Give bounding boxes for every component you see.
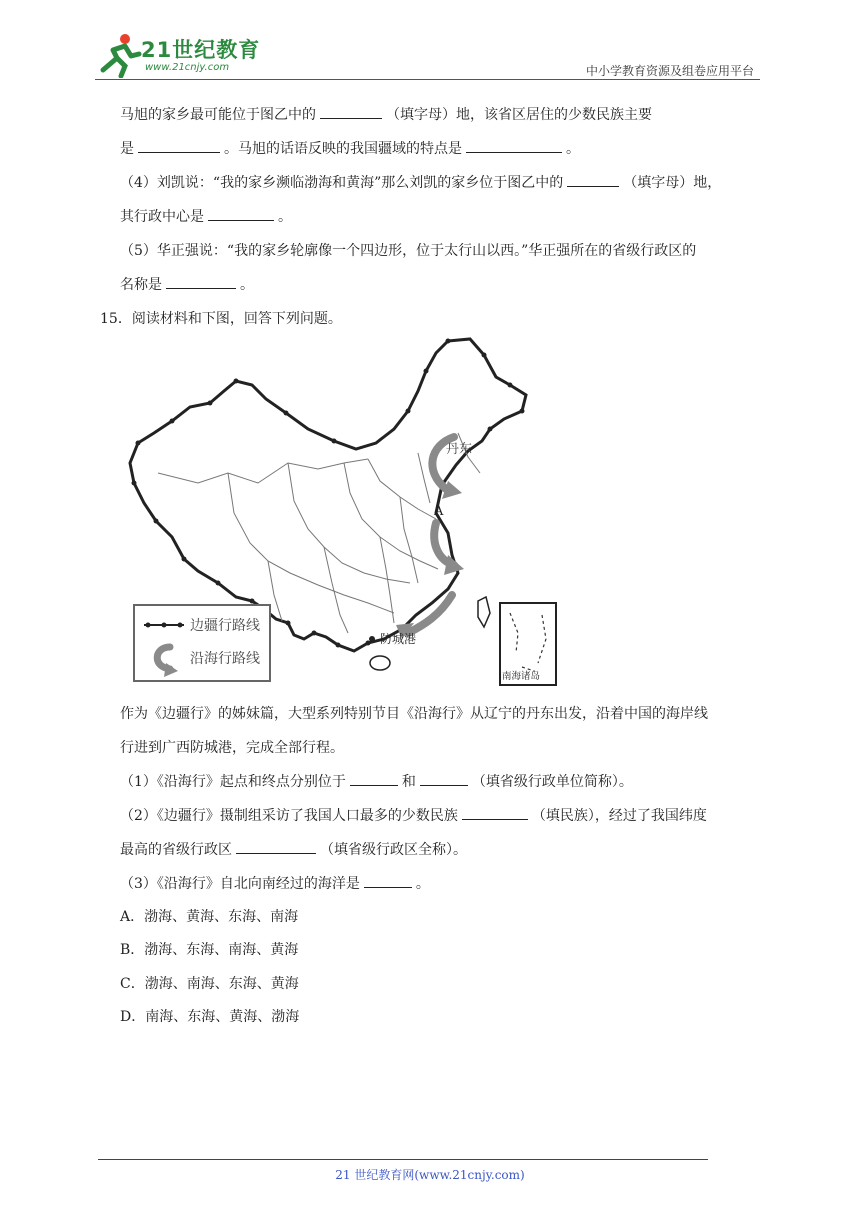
q14-sub4-line-2 xyxy=(120,208,292,226)
q14-line-1 xyxy=(120,106,652,124)
label-dandong: 丹东 xyxy=(446,442,473,457)
runner-logo-icon xyxy=(95,30,143,78)
page-header xyxy=(95,30,760,78)
fangchenggang-point xyxy=(369,636,375,642)
answer-blank[interactable] xyxy=(466,140,562,153)
q14-sub4-line-1 xyxy=(120,174,721,192)
answer-blank[interactable] xyxy=(364,875,412,888)
hainan-outline xyxy=(370,656,390,670)
answer-blank[interactable] xyxy=(236,841,316,854)
footer-divider xyxy=(98,1159,708,1160)
q15-text: 。 xyxy=(415,876,430,892)
legend-coastal-route: 沿海行路线 xyxy=(190,651,260,667)
q14-text: （填字母）地， xyxy=(623,175,722,191)
south-china-sea-inset xyxy=(500,603,556,685)
option-d[interactable]: D．南海、东海、黄海、渤海 xyxy=(120,1009,300,1025)
q15-sub2-line-2 xyxy=(120,841,467,859)
q15-text: （填民族），经过了我国纬度 xyxy=(531,808,707,824)
answer-blank[interactable] xyxy=(138,140,220,153)
q15-sub3 xyxy=(120,875,430,893)
china-route-map xyxy=(118,333,578,688)
header-divider xyxy=(95,79,760,80)
q14-text: 。 xyxy=(278,209,292,225)
platform-name: 中小学教育资源及组卷应用平台 xyxy=(585,64,754,78)
q14-text: 。 xyxy=(566,141,580,157)
logo-url: www.21cnjy.com xyxy=(145,62,230,73)
q15-text: （填省级行政区全称）。 xyxy=(320,842,467,858)
q14-text: 名称是 xyxy=(120,277,162,293)
q15-paragraph-line-2: 行进到广西防城港，完成全部行程。 xyxy=(120,740,344,756)
answer-blank[interactable] xyxy=(350,773,398,786)
label-nanhai: 南海诸岛 xyxy=(502,671,541,682)
answer-blank[interactable] xyxy=(567,174,619,187)
q15-text: 最高的省级行政区 xyxy=(120,842,232,858)
answer-blank[interactable] xyxy=(420,773,468,786)
q14-line-2 xyxy=(120,140,580,158)
q15-text: （填省级行政单位简称）。 xyxy=(471,774,633,790)
legend-border-route: 边疆行路线 xyxy=(190,618,260,634)
q15-text: （2）《边疆行》摄制组采访了我国人口最多的少数民族 xyxy=(120,808,458,824)
taiwan-outline xyxy=(478,597,490,627)
q14-text: 是 xyxy=(120,141,134,157)
q15-text: （3）《沿海行》自北向南经过的海洋是 xyxy=(120,876,360,892)
site-logo xyxy=(95,30,265,78)
map-legend xyxy=(134,605,270,681)
q14-text: 其行政中心是 xyxy=(120,209,204,225)
logo-text: 21世纪教育 xyxy=(141,38,261,62)
label-fangchenggang: 防城港 xyxy=(380,632,417,646)
q14-text: 。马旭的话语反映的我国疆域的特点是 xyxy=(224,141,462,157)
q15-paragraph-line-1: 作为《边疆行》的姊妹篇，大型系列特别节目《沿海行》从辽宁的丹东出发，沿着中国的海岸线 xyxy=(120,706,708,722)
q14-text: （填字母）地，该省区居住的少数民族主要 xyxy=(386,107,652,123)
answer-blank[interactable] xyxy=(208,208,274,221)
q14-text: 。 xyxy=(240,277,254,293)
q14-sub5-line-2 xyxy=(120,276,254,294)
label-a: A xyxy=(434,504,444,519)
answer-blank[interactable] xyxy=(166,276,236,289)
answer-blank[interactable] xyxy=(320,106,382,119)
q15-title: 15．阅读材料和下图，回答下列问题。 xyxy=(100,311,342,327)
q14-text: 马旭的家乡最可能位于图乙中的 xyxy=(120,107,316,123)
q14-sub5-line-1: （5）华正强说：“我的家乡轮廓像一个四边形，位于太行山以西。”华正强所在的省级行政区的 xyxy=(120,243,697,259)
option-c[interactable]: C．渤海、南海、东海、黄海 xyxy=(120,976,299,992)
answer-blank[interactable] xyxy=(462,807,528,820)
q14-text: （4）刘凯说：“我的家乡濒临渤海和黄海”那么刘凯的家乡位于图乙中的 xyxy=(120,175,564,191)
border-route-dots xyxy=(132,339,525,648)
q15-text: （1）《沿海行》起点和终点分别位于 xyxy=(120,774,346,790)
q15-sub1 xyxy=(120,773,633,791)
q15-sub2-line-1 xyxy=(120,807,707,825)
footer-site-link[interactable]: 21 世纪教育网(www.21cnjy.com) xyxy=(335,1168,525,1182)
option-a[interactable]: A．渤海、黄海、东海、南海 xyxy=(120,909,299,925)
q15-text: 和 xyxy=(401,774,416,790)
option-b[interactable]: B．渤海、东海、南海、黄海 xyxy=(120,942,299,958)
